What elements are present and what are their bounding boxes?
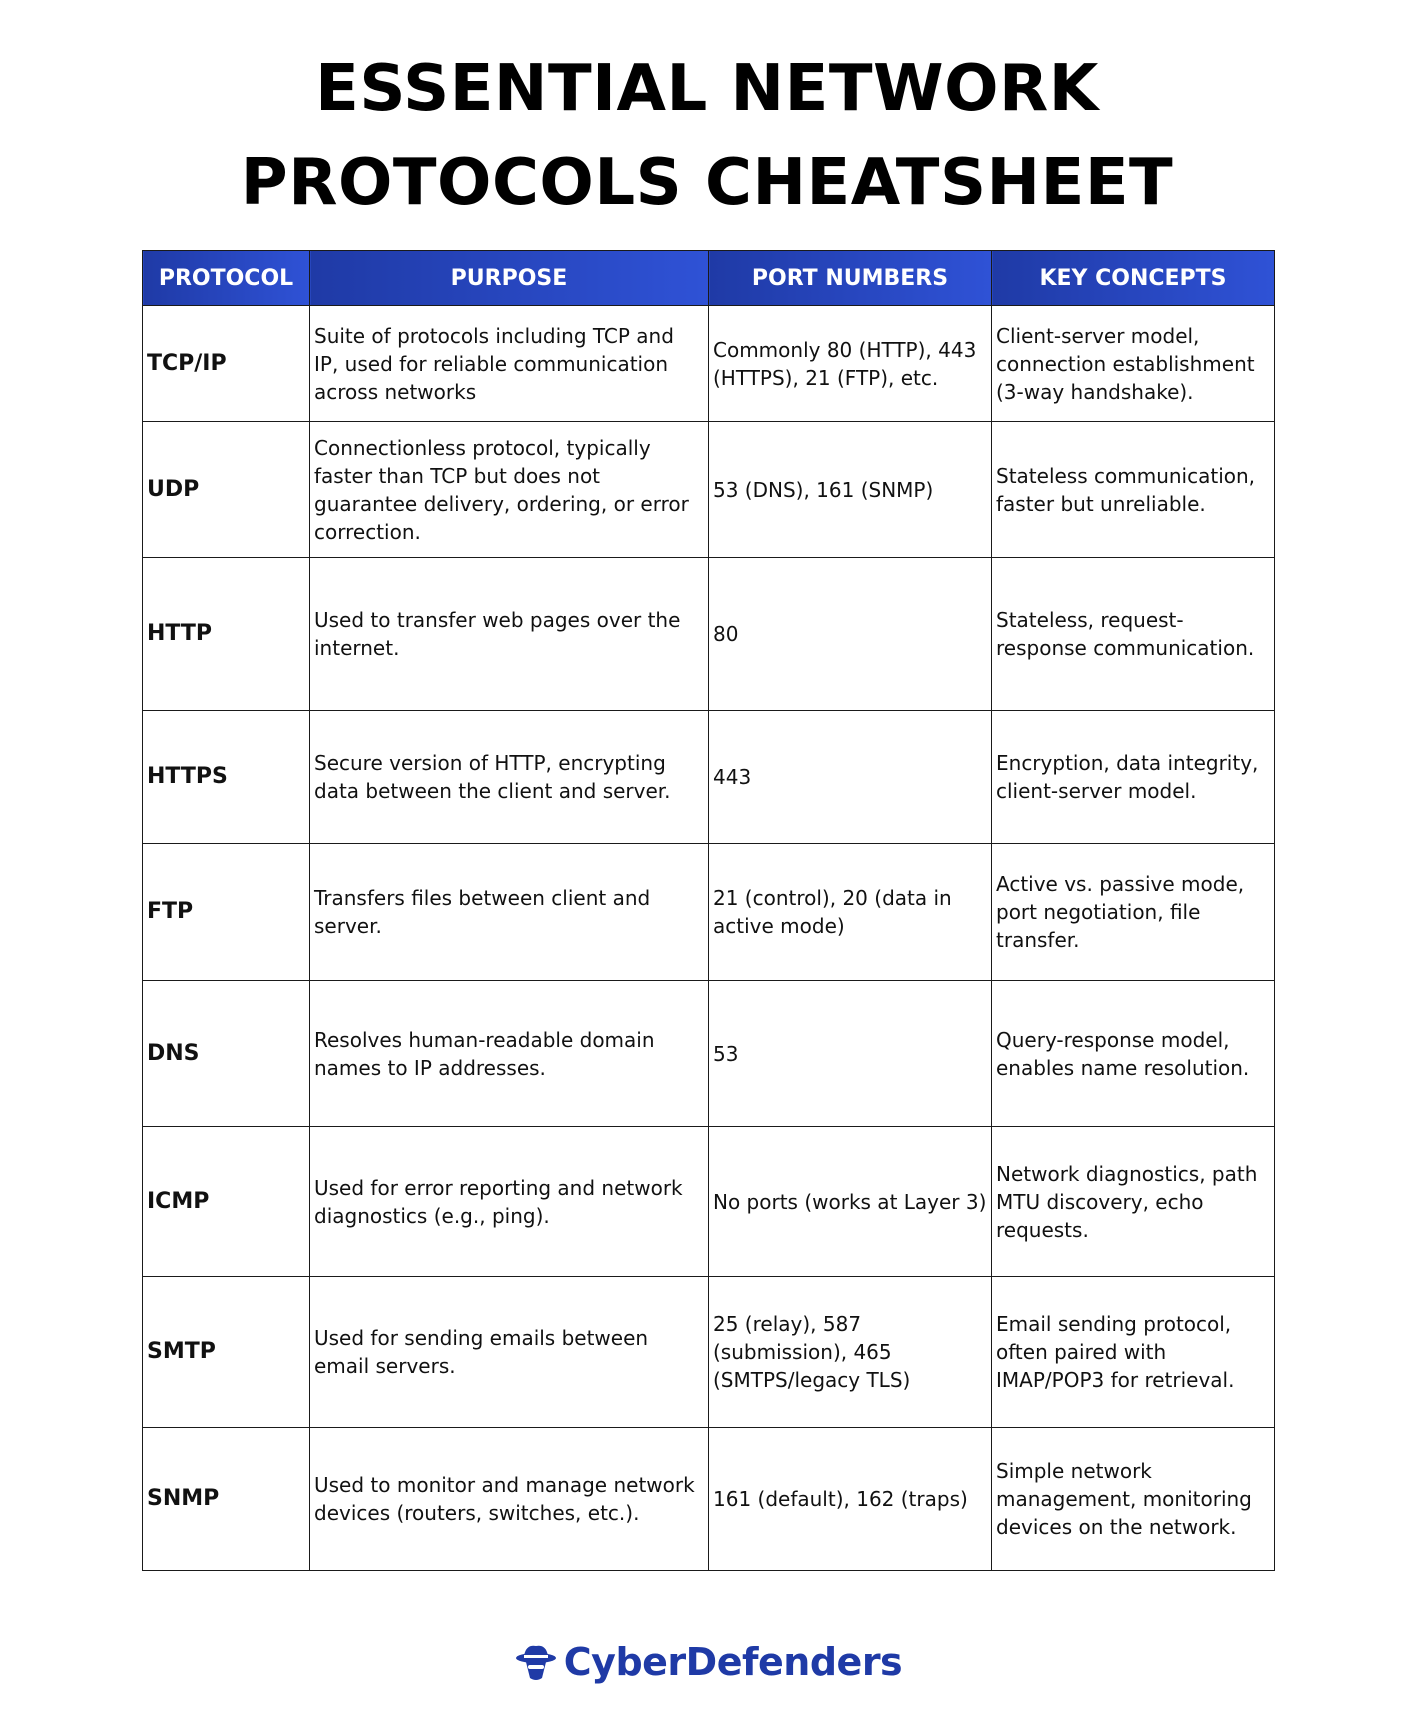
table-row xyxy=(143,1428,1275,1571)
ports-cell: 443 xyxy=(709,711,992,844)
protocol-cell: ICMP xyxy=(143,1127,310,1277)
ports-cell: No ports (works at Layer 3) xyxy=(709,1127,992,1277)
table-row xyxy=(143,844,1275,981)
header-row xyxy=(143,251,1275,306)
logo-group xyxy=(512,1638,902,1686)
logo-wordmark: CyberDefenders xyxy=(563,1640,903,1684)
concepts-cell: Active vs. passive mode, port negotiation, file transfer. xyxy=(992,844,1275,981)
table-header xyxy=(143,251,1275,306)
table-row xyxy=(143,306,1275,422)
table-row xyxy=(143,1277,1275,1428)
concepts-cell: Client-server model, connection establishment (3-way handshake). xyxy=(992,306,1275,422)
ports-cell: 53 xyxy=(709,981,992,1127)
concepts-cell: Stateless, request-response communication. xyxy=(992,558,1275,711)
header-protocol: PROTOCOL xyxy=(143,251,310,306)
table-row xyxy=(143,711,1275,844)
purpose-cell: Secure version of HTTP, encrypting data between the client and server. xyxy=(310,711,709,844)
header-purpose: PURPOSE xyxy=(310,251,709,306)
table-row xyxy=(143,422,1275,558)
purpose-cell: Connectionless protocol, typically faster than TCP but does not guarantee delivery, ordering, or error correction. xyxy=(310,422,709,558)
protocol-cell: TCP/IP xyxy=(143,306,310,422)
concepts-cell: Stateless communication, faster but unreliable. xyxy=(992,422,1275,558)
purpose-cell: Transfers files between client and server. xyxy=(310,844,709,981)
concepts-cell: Simple network management, monitoring devices on the network. xyxy=(992,1428,1275,1571)
page-title xyxy=(0,42,1414,230)
purpose-cell: Used for error reporting and network diagnostics (e.g., ping). xyxy=(310,1127,709,1277)
protocol-cell: FTP xyxy=(143,844,310,981)
protocol-cell: SNMP xyxy=(143,1428,310,1571)
protocols-table xyxy=(142,250,1275,1571)
protocol-cell: UDP xyxy=(143,422,310,558)
hat-detective-icon xyxy=(512,1638,560,1686)
purpose-cell: Used for sending emails between email servers. xyxy=(310,1277,709,1428)
brand-logo xyxy=(0,1632,1414,1692)
title-line-1: ESSENTIAL NETWORK xyxy=(315,52,1099,126)
purpose-cell: Resolves human-readable domain names to IP addresses. xyxy=(310,981,709,1127)
protocol-cell: SMTP xyxy=(143,1277,310,1428)
header-port-numbers: PORT NUMBERS xyxy=(709,251,992,306)
table-row xyxy=(143,981,1275,1127)
concepts-cell: Email sending protocol, often paired with IMAP/POP3 for retrieval. xyxy=(992,1277,1275,1428)
protocol-cell: HTTP xyxy=(143,558,310,711)
purpose-cell: Used to monitor and manage network devices (routers, switches, etc.). xyxy=(310,1428,709,1571)
table-row xyxy=(143,558,1275,711)
ports-cell: 25 (relay), 587 (submission), 465 (SMTPS/legacy TLS) xyxy=(709,1277,992,1428)
protocol-cell: DNS xyxy=(143,981,310,1127)
table-body xyxy=(143,306,1275,1571)
ports-cell: 80 xyxy=(709,558,992,711)
ports-cell: 53 (DNS), 161 (SNMP) xyxy=(709,422,992,558)
concepts-cell: Query-response model, enables name resolution. xyxy=(992,981,1275,1127)
concepts-cell: Encryption, data integrity, client-server model. xyxy=(992,711,1275,844)
purpose-cell: Used to transfer web pages over the internet. xyxy=(310,558,709,711)
title-line-2: PROTOCOLS CHEATSHEET xyxy=(240,146,1174,220)
ports-cell: 161 (default), 162 (traps) xyxy=(709,1428,992,1571)
ports-cell: 21 (control), 20 (data in active mode) xyxy=(709,844,992,981)
ports-cell: Commonly 80 (HTTP), 443 (HTTPS), 21 (FTP), etc. xyxy=(709,306,992,422)
table-row xyxy=(143,1127,1275,1277)
concepts-cell: Network diagnostics, path MTU discovery, echo requests. xyxy=(992,1127,1275,1277)
purpose-cell: Suite of protocols including TCP and IP, used for reliable communication across networks xyxy=(310,306,709,422)
header-key-concepts: KEY CONCEPTS xyxy=(992,251,1275,306)
protocol-cell: HTTPS xyxy=(143,711,310,844)
